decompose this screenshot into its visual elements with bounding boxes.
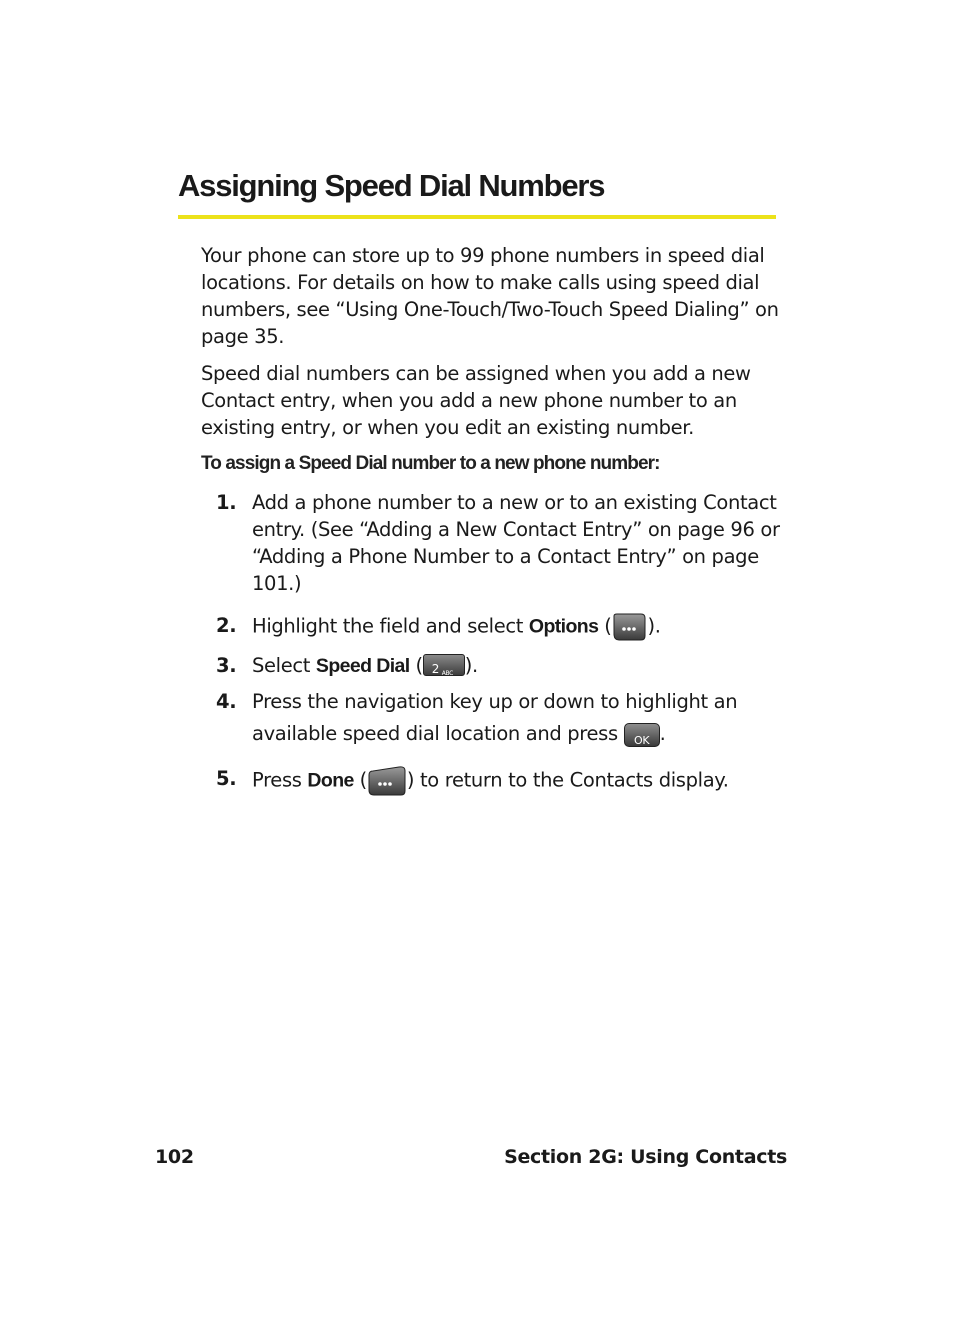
ok-key-icon: OK (624, 723, 660, 747)
done-label: Done (307, 769, 354, 792)
step-text: Select Speed Dial ( 2 ABC ). (252, 654, 478, 677)
step-text: Press Done ( ) to return to the Contacts display. (252, 765, 782, 797)
options-label: Options (528, 615, 599, 638)
step-number: 3. (216, 654, 237, 677)
page-title: Assigning Speed Dial Numbers (178, 168, 605, 203)
step-text: Add a phone number to a new or to an existing Contact entry. (See “Adding a New Contact Entry” on page 96 or “Adding a Phone Number to a Contact Entry” on page 101.) (252, 491, 780, 595)
intro-paragraph: Your phone can store up to 99 phone numbers in speed dial locations. For details on how to make calls using speed dial numbers, see “Using One-Touch/Two-Touch Speed Dialing” on page 35. (201, 244, 779, 348)
title-underline (178, 215, 776, 219)
step-number: 4. (216, 690, 237, 713)
step-number: 5. (216, 767, 237, 790)
key-2-abc-icon: 2 ABC (423, 654, 465, 676)
step-text: Highlight the field and select Options ( ). (252, 612, 782, 642)
softkey-icon (367, 765, 407, 797)
step-number: 1. (216, 491, 237, 514)
softkey-icon (611, 612, 647, 642)
step-text: Press the navigation key up or down to highlight an available speed dial location and press OK . (252, 690, 738, 747)
step-number: 2. (216, 614, 237, 637)
speed-dial-label: Speed Dial (315, 655, 410, 677)
body-paragraph: Speed dial numbers can be assigned when you add a new Contact entry, when you add a new phone number to an existing entry, or when you edit an existing number. (201, 362, 751, 439)
procedure-heading: To assign a Speed Dial number to a new phone number: (201, 453, 660, 474)
page-number: 102 (155, 1146, 194, 1168)
section-label: Section 2G: Using Contacts (504, 1146, 787, 1168)
